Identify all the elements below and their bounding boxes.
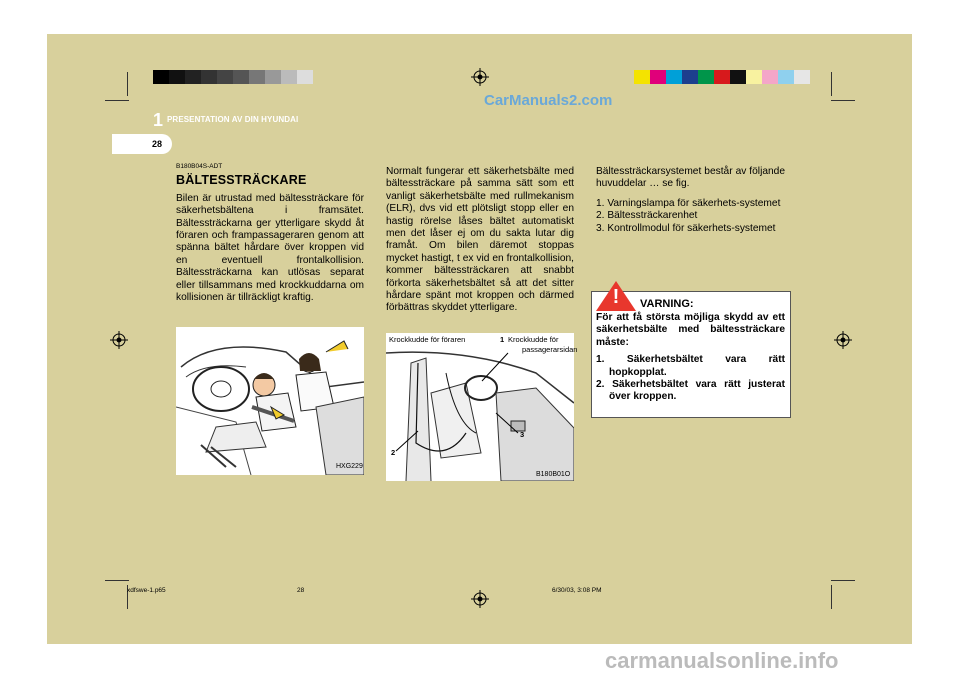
footer-date: 6/30/03, 3:08 PM — [552, 587, 602, 594]
label-passenger-airbag-2: passagerarsidan — [522, 345, 578, 354]
label-passenger-airbag-1: Krockkudde för — [508, 335, 559, 344]
footer-page: 28 — [297, 587, 305, 594]
list-item: 2. Säkerhetsbältet vara rätt justerat över kroppen. — [596, 379, 785, 403]
grayscale-bar — [153, 70, 313, 84]
page-number-tab — [112, 134, 172, 154]
driver-seatbelt-illustration — [176, 327, 364, 475]
figure-driver-illustration — [176, 327, 364, 475]
registration-mark-icon — [110, 331, 128, 349]
list-item: 1. Säkerhetsbältet vara rätt hopkopplat. — [596, 354, 785, 378]
list-item: 2. Bältessträckarenhet — [596, 210, 698, 222]
figure-left-caption: HXG229 — [336, 463, 363, 470]
left-column — [176, 161, 364, 304]
pretensioner-diagram — [386, 333, 574, 481]
callout-2: 2 — [391, 448, 396, 457]
list-item: 1. Varningslampa för säkerhets-systemet — [596, 197, 781, 209]
chapter-title: PRESENTATION AV DIN HYUNDAI — [167, 115, 299, 124]
list-item: 3. Kontrollmodul för säkerhets-systemet — [596, 222, 776, 234]
registration-mark-icon — [834, 331, 852, 349]
figure-pretensioner-components — [386, 333, 578, 481]
warning-exclamation: ! — [612, 286, 620, 308]
warning-list — [596, 354, 785, 404]
warning-title: VARNING: — [640, 298, 694, 310]
warning-text — [596, 312, 785, 404]
watermark-top: CarManuals2.com — [484, 92, 613, 109]
section-code: B180B04S-ADT — [176, 163, 223, 170]
components-list — [596, 198, 785, 235]
right-column — [596, 166, 785, 235]
components-intro: Bältessträckarsystemet består av följande huvuddelar … se fig. — [596, 166, 785, 190]
registration-mark-icon — [471, 68, 489, 86]
section-intro: Bilen är utrustad med bältessträckare för säkerhetsbältena i framsätet. Bältessträckarna ger ytterligare skydd åt föraren och frampassageraren genom att spänna bältet hårdare över kroppen vid en eventuell frontalkollision. Bältessträckarna kan utlösas separat eller tillsammans med krockkuddarna om kollisionen är tillräckligt kraftig. — [176, 192, 364, 304]
callout-1: 1 — [500, 335, 505, 344]
chapter-number: 1 — [153, 110, 164, 130]
cmyk-color-bar — [634, 70, 810, 84]
label-driver-airbag: Krockkudde för föraren — [389, 335, 466, 344]
footer-file: xdfswe-1.p65 — [127, 587, 166, 594]
watermark-bottom: carmanualsonline.info — [605, 648, 839, 673]
callout-3: 3 — [520, 430, 525, 439]
page-number: 28 — [152, 139, 163, 149]
figure-right-caption: B180B01O — [536, 471, 571, 478]
warning-intro: För att få största möjliga skydd av ett säkerhetsbälte med bältessträckare måste: — [596, 312, 785, 348]
registration-mark-icon — [471, 590, 489, 608]
section-title: BÄLTESSTRÄCKARE — [176, 173, 307, 188]
middle-column: Normalt fungerar ett säkerhetsbälte med bältessträckare på samma sätt som ett vanligt säkerhetsbälte med rullmekanism (ELR), dvs vid ett plötsligt stopp eller en hastig rörelse låses bältet automatiskt men det låser ej om du sakta lutar dig framåt. Om bilen däremot stoppas mycket hastigt, t ex vid en frontalkollision, kommer bältessträckaren att snabbt förkorta säkerhetsbältet så att det sitter hårdare spänt mot kroppen och därmed förbättras skyddet ytterligare. — [386, 166, 574, 314]
